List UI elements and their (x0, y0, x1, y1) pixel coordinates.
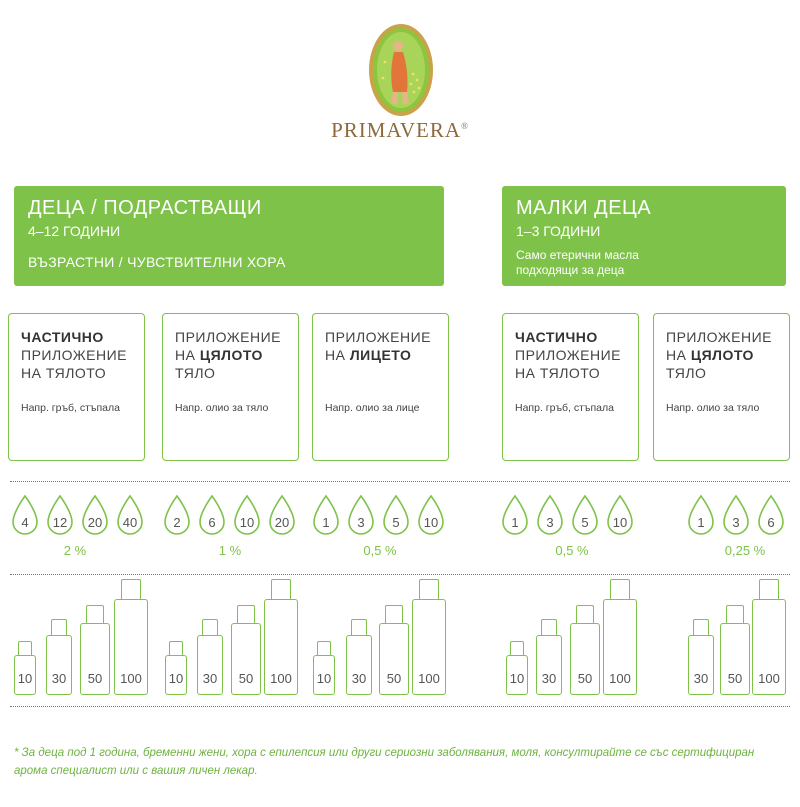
drop-icon (605, 494, 635, 536)
brand-logo-emblem (367, 22, 435, 118)
card-title: ЧАСТИЧНО ПРИЛОЖЕНИЕ НА ТЯЛОТО (21, 329, 128, 381)
drop-count: 5 (581, 515, 589, 530)
banner-note: ВЪЗРАСТНИ / ЧУВСТВИТЕЛНИ ХОРА (28, 254, 286, 270)
drop-count: 10 (423, 515, 439, 530)
drop-icon (416, 494, 446, 536)
banner-children-teens (14, 186, 444, 286)
drop-icon (45, 494, 75, 536)
percent-label: 0,25 % (724, 543, 766, 558)
bottle-icon (197, 619, 223, 695)
brand-name: PRIMAVERA® (331, 118, 469, 142)
drop-icon (500, 494, 530, 536)
drop-count: 20 (87, 515, 103, 530)
drop-icon (197, 494, 227, 536)
bottle-icon (80, 605, 110, 695)
bottle-size-label: 50 (386, 671, 402, 686)
drop-count: 6 (208, 515, 216, 530)
banner-title: МАЛКИ ДЕЦА (516, 197, 652, 219)
card-whole-body (162, 313, 299, 461)
drop-icon (721, 494, 751, 536)
drop-icon (346, 494, 376, 536)
bottle-icon (506, 641, 528, 695)
card-face (312, 313, 449, 461)
percent-label: 1 % (218, 543, 242, 558)
bottle-icon (752, 579, 786, 695)
separator (10, 706, 790, 707)
card-partial-body (8, 313, 145, 461)
drop-count: 10 (239, 515, 255, 530)
drop-count: 2 (173, 515, 181, 530)
drop-count: 1 (697, 515, 705, 530)
drop-icon (267, 494, 297, 536)
separator (10, 574, 790, 575)
drop-count: 5 (392, 515, 400, 530)
bottle-size-label: 50 (87, 671, 103, 686)
bottle-size-label: 100 (270, 671, 292, 686)
drop-count: 20 (274, 515, 290, 530)
banner-note: Само етерични масла подходящи за деца (516, 248, 639, 277)
bottle-icon (688, 619, 714, 695)
drop-count: 3 (732, 515, 740, 530)
bottle-size-label: 30 (51, 671, 67, 686)
banner-small-children (502, 186, 786, 286)
drop-count: 1 (511, 515, 519, 530)
bottle-size-label: 50 (577, 671, 593, 686)
bottle-icon (14, 641, 36, 695)
drop-icon (535, 494, 565, 536)
bottle-size-label: 10 (17, 671, 33, 686)
bottle-icon (264, 579, 298, 695)
bottle-size-label: 30 (693, 671, 709, 686)
bottle-size-label: 30 (541, 671, 557, 686)
card-partial-body-small (502, 313, 639, 461)
drop-count: 3 (546, 515, 554, 530)
drop-icon (162, 494, 192, 536)
card-whole-body-small (653, 313, 790, 461)
bottle-icon (379, 605, 409, 695)
bottle-icon (536, 619, 562, 695)
banner-title: ДЕЦА / ПОДРАСТВАЩИ (28, 197, 262, 219)
bottle-icon (313, 641, 335, 695)
drop-count: 10 (612, 515, 628, 530)
drop-icon (10, 494, 40, 536)
drop-icon (381, 494, 411, 536)
bottle-icon (46, 619, 72, 695)
drop-icon (686, 494, 716, 536)
percent-label: 0,5 % (363, 543, 397, 558)
bottle-size-label: 30 (202, 671, 218, 686)
drop-icon (311, 494, 341, 536)
drop-icon (570, 494, 600, 536)
drop-count: 3 (357, 515, 365, 530)
card-example: Напр. гръб, стъпала (515, 402, 614, 414)
bottle-size-label: 10 (509, 671, 525, 686)
bottle-icon (114, 579, 148, 695)
bottle-icon (570, 605, 600, 695)
footnote: * За деца под 1 година, бременни жени, хора с епилепсия или други сериозни заболявания, моля, консултирайте се със сертифициран арома специалист или с вашия личен лекар. (14, 747, 755, 777)
bottle-icon (412, 579, 446, 695)
card-example: Напр. олио за тяло (175, 402, 269, 414)
drop-count: 1 (322, 515, 330, 530)
drop-icon (232, 494, 262, 536)
card-example: Напр. олио за лице (325, 402, 420, 414)
bottle-size-label: 100 (120, 671, 142, 686)
bottle-icon (231, 605, 261, 695)
card-example: Напр. олио за тяло (666, 402, 760, 414)
bottle-icon (603, 579, 637, 695)
bottle-size-label: 10 (168, 671, 184, 686)
card-title: ПРИЛОЖЕНИЕ НА ЦЯЛОТО ТЯЛО (666, 329, 773, 381)
card-title: ПРИЛОЖЕНИЕ НА ЛИЦЕТО (325, 329, 432, 363)
bottle-size-label: 100 (758, 671, 780, 686)
bottle-size-label: 100 (418, 671, 440, 686)
bottle-size-label: 30 (351, 671, 367, 686)
separator (10, 481, 790, 482)
drop-count: 12 (52, 515, 68, 530)
bottle-size-label: 50 (727, 671, 743, 686)
drop-count: 4 (21, 515, 29, 530)
bottle-icon (720, 605, 750, 695)
banner-ages: 1–3 ГОДИНИ (516, 223, 601, 239)
percent-label: 0,5 % (555, 543, 589, 558)
card-example: Напр. гръб, стъпала (21, 402, 120, 414)
drop-count: 40 (122, 515, 138, 530)
bottle-icon (165, 641, 187, 695)
drop-icon (115, 494, 145, 536)
drop-icon (756, 494, 786, 536)
drop-icon (80, 494, 110, 536)
bottle-icon (346, 619, 372, 695)
bottle-size-label: 100 (609, 671, 631, 686)
card-title: ПРИЛОЖЕНИЕ НА ЦЯЛОТО ТЯЛО (175, 329, 282, 381)
bottle-size-label: 50 (238, 671, 254, 686)
card-title: ЧАСТИЧНО ПРИЛОЖЕНИЕ НА ТЯЛОТО (515, 329, 622, 381)
percent-label: 2 % (63, 543, 87, 558)
drop-count: 6 (767, 515, 775, 530)
banner-ages: 4–12 ГОДИНИ (28, 223, 121, 239)
bottle-size-label: 10 (316, 671, 332, 686)
